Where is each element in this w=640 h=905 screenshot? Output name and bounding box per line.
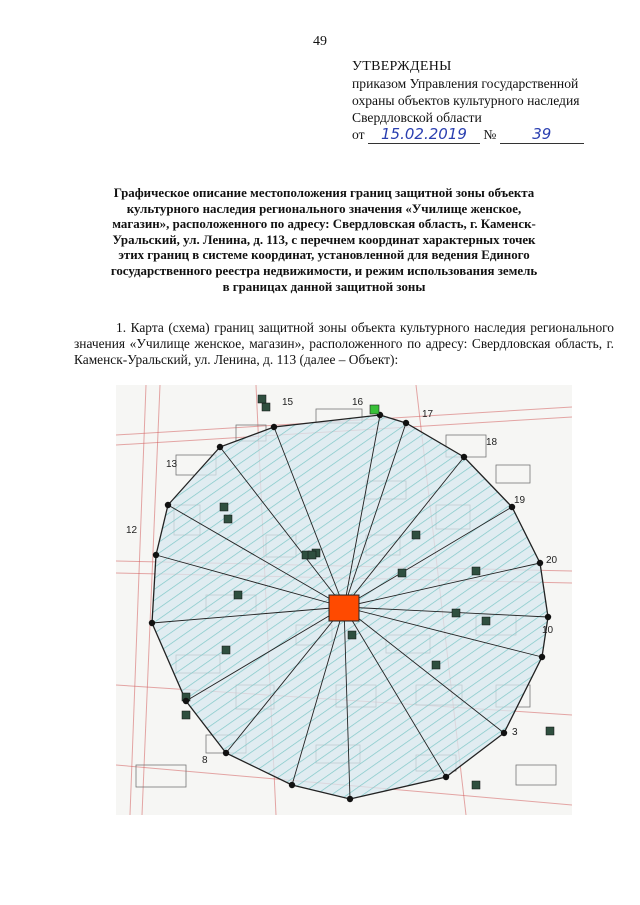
point-label: 12 [126,525,138,536]
point-label: 10 [542,625,554,636]
point-label: 16 [352,397,364,408]
boundary-point [271,424,277,430]
protection-zone-map [116,385,572,815]
boundary-point [223,750,229,756]
boundary-point-highlight [370,405,379,414]
title-line: государственного реестра недвижимости, и режим использования земель [110,263,538,278]
order-date: 15.02.2019 [368,126,480,144]
map-symbol [224,515,232,523]
boundary-point [537,560,543,566]
map-symbol [348,631,356,639]
body-paragraph [74,320,614,368]
heritage-object-marker [329,595,359,621]
map-symbol [308,551,316,559]
boundary-point [501,730,507,736]
map-symbol [472,781,480,789]
map-symbol [222,646,230,654]
order-number: 39 [500,126,584,144]
approval-line-2: охраны объектов культурного наследия [352,93,580,108]
map-symbol [546,727,554,735]
point-label: 13 [166,459,178,470]
map-symbol [234,591,242,599]
paragraph-text: 1. Карта (схема) границ защитной зоны объекта культурного наследия регионального значения «Училище женское, магазин», расположенного по адресу: Свердловская область, г. Каменск-Уральский, ул. Ленина, д. 113 (далее – Объект): [74,320,614,367]
boundary-point [153,552,159,558]
point-label: 19 [514,495,526,506]
map-symbol [258,395,266,403]
map-symbol [452,609,460,617]
boundary-point [183,698,189,704]
approval-line-1: приказом Управления государственной [352,76,579,91]
title-line: Уральский, ул. Ленина, д. 113, с перечнем координат характерных точек [112,232,536,247]
boundary-point [403,420,409,426]
map-canvas [116,385,572,815]
boundary-point [347,796,353,802]
map-symbol [472,567,480,575]
boundary-point [539,654,545,660]
map-symbol [398,569,406,577]
boundary-point [289,782,295,788]
order-date-number-line [352,126,622,144]
point-label: 18 [486,437,498,448]
point-label: 3 [512,727,518,738]
boundary-point [461,454,467,460]
boundary-point [149,620,155,626]
page-number: 49 [313,34,327,49]
approval-block [352,58,622,144]
title-line: в границах данной защитной зоны [222,279,426,294]
point-label: 8 [202,755,208,766]
boundary-point [545,614,551,620]
map-symbol [262,403,270,411]
map-symbol [482,617,490,625]
title-line: магазин», расположенного по адресу: Свердловская область, г. Каменск- [112,217,536,232]
point-label: 20 [546,555,558,566]
map-symbol [182,711,190,719]
map-symbol [220,503,228,511]
title-line: культурного наследия регионального значения «Училище женское, [126,201,522,216]
number-sign: № [483,127,497,142]
boundary-point [165,502,171,508]
title-line: Графическое описание местоположения границ защитной зоны объекта [113,186,535,200]
boundary-point [217,444,223,450]
point-label: 17 [422,409,434,420]
from-label: от [352,127,365,142]
approval-title: УТВЕРЖДЕНЫ [352,59,452,74]
document-title [84,186,564,295]
point-label: 15 [282,397,294,408]
boundary-point [443,774,449,780]
approval-line-3: Свердловской области [352,110,482,125]
map-symbol [412,531,420,539]
map-symbol [432,661,440,669]
title-line: этих границ в системе координат, установленной для ведения Единого [118,248,530,263]
